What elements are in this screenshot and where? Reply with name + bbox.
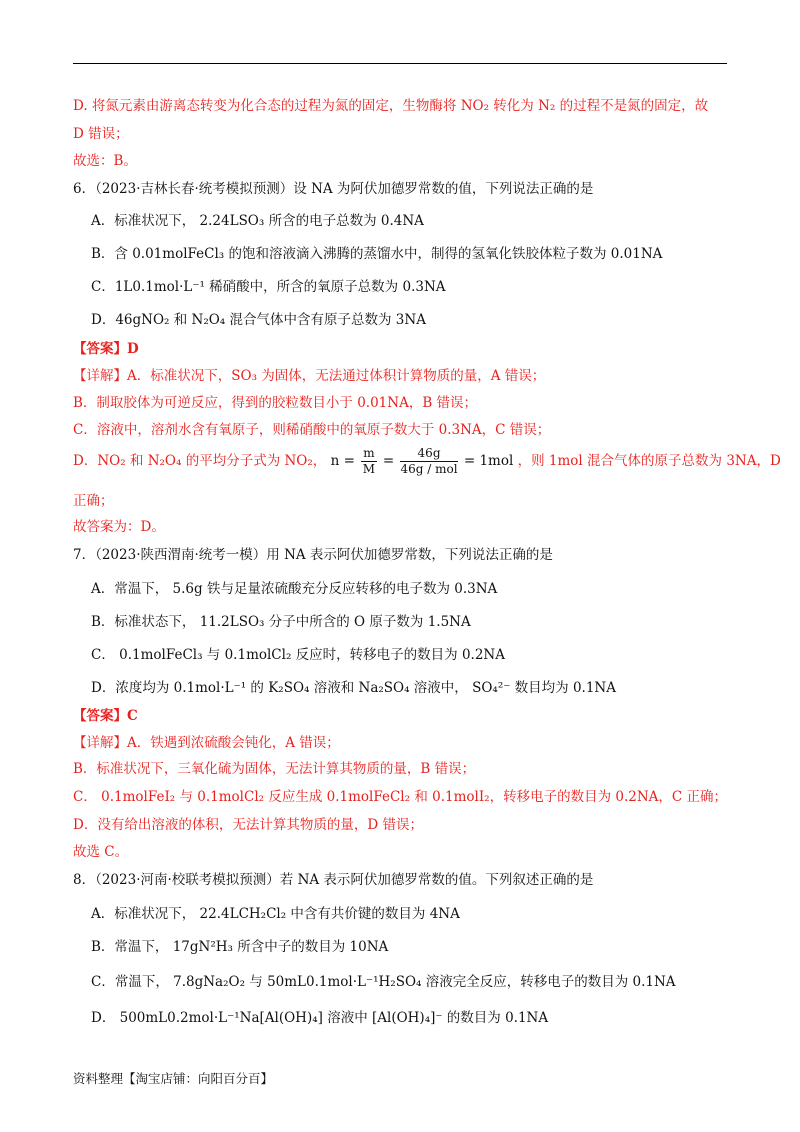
q6-analysis-a: 【详解】A．标准状况下，SO₃ 为固体，无法通过体积计算物质的量，A 错误； [73, 368, 546, 384]
q6-option-b: B．含 0.01molFeCl₃ 的饱和溶液滴入沸腾的蒸馏水中，制得的氢氧化铁胶体粒子数为 0.01NA [91, 246, 663, 262]
q7-answer: 【答案】C [73, 708, 138, 724]
q6-option-d: D．46gNO₂ 和 N₂O₄ 混合气体中含有原子总数为 3NA [91, 312, 426, 328]
q7-option-d: D．浓度均为 0.1mol·L⁻¹ 的 K₂SO₄ 溶液和 Na₂SO₄ 溶液中， SO₄²⁻ 数目均为 0.1NA [91, 680, 616, 696]
q6-analysis-c: C．溶液中，溶剂水含有氧原子，则稀硝酸中的氧原子数大于 0.3NA，C 错误； [73, 422, 551, 438]
q7-final-answer: 故选 C。 [73, 844, 129, 860]
q7-option-b: B．标准状态下， 11.2LSO₃ 分子中所含的 O 原子数为 1.5NA [91, 614, 471, 630]
q8-option-b: B．常温下， 17gN²H₃ 所含中子的数目为 10NA [91, 939, 389, 955]
q7-analysis-a: 【详解】A．铁遇到浓硫酸会钝化，A 错误； [73, 735, 340, 751]
q6-analysis-d-line2: 正确； [73, 493, 114, 509]
q6-stem: 6．（2023·吉林长春·统考模拟预测）设 NA 为阿伏加德罗常数的值，下列说法正确的是 [73, 181, 594, 197]
formula-equals: = [382, 453, 395, 469]
prev-final-answer: 故选：B。 [73, 153, 137, 169]
formula-fraction-2: $\frac{46g}{\text{46g / mol}}$ [400, 446, 458, 476]
q6-analysis-d-suffix: ，则 1mol 混合气体的原子总数为 3NA，D [517, 453, 781, 469]
formula-lhs: n = [330, 453, 355, 469]
q6-option-a: A．标准状况下， 2.24LSO₃ 所含的电子总数为 0.4NA [91, 213, 424, 229]
prev-analysis-d-line1: D. 将氮元素由游离态转变为化合态的过程为氮的固定，生物酶将 NO₂ 转化为 N₂ 的过程不是氮的固定，故 [73, 98, 709, 114]
q8-stem: 8．（2023·河南·校联考模拟预测）若 NA 表示阿伏加德罗常数的值。下列叙述正确的是 [73, 872, 594, 888]
q7-analysis-b: B．标准状况下，三氧化硫为固体，无法计算其物质的量，B 错误； [73, 761, 476, 777]
q8-option-d: D． 500mL0.2mol·L⁻¹Na[Al(OH)₄] 溶液中 [Al(OH)₄]⁻ 的数目为 0.1NA [91, 1010, 549, 1026]
q6-answer: 【答案】D [73, 341, 139, 357]
q7-analysis-c: C． 0.1molFeI₂ 与 0.1molCl₂ 反应生成 0.1molFeCl₂ 和 0.1molI₂，转移电子的数目为 0.2NA，C 正确； [73, 789, 728, 805]
q6-analysis-d-prefix: D．NO₂ 和 N₂O₄ 的平均分子式为 NO₂， [73, 453, 327, 469]
formula-rhs: = 1mol [463, 453, 514, 469]
q6-analysis-d [73, 444, 781, 478]
q6-analysis-b: B．制取胶体为可逆反应，得到的胶粒数目小于 0.01NA，B 错误； [73, 395, 478, 411]
q8-option-c: C．常温下， 7.8gNa₂O₂ 与 50mL0.1mol·L⁻¹H₂SO₄ 溶液完全反应，转移电子的数目为 0.1NA [91, 974, 676, 990]
q6-formula [330, 446, 518, 476]
q8-option-a: A．标准状况下， 22.4LCH₂Cl₂ 中含有共价键的数目为 4NA [91, 906, 460, 922]
q7-option-a: A．常温下， 5.6g 铁与足量浓硫酸充分反应转移的电子数为 0.3NA [91, 581, 498, 597]
header-rule [73, 63, 727, 64]
q7-analysis-d: D．没有给出溶液的体积，无法计算其物质的量，D 错误； [73, 817, 423, 833]
formula-fraction-1: $\frac{m}{M}$ [362, 446, 376, 476]
page-footer: 资料整理【淘宝店铺：向阳百分百】 [73, 1071, 274, 1086]
q6-final-answer: 故答案为：D。 [73, 519, 165, 535]
q7-stem: 7．（2023·陕西渭南·统考一模）用 NA 表示阿伏加德罗常数，下列说法正确的是 [73, 547, 553, 563]
q6-option-c: C．1L0.1mol·L⁻¹ 稀硝酸中，所含的氧原子总数为 0.3NA [91, 279, 446, 295]
q7-option-c: C． 0.1molFeCl₃ 与 0.1molCl₂ 反应时，转移电子的数目为 0.2NA [91, 647, 505, 663]
prev-analysis-d-line2: D 错误； [73, 126, 129, 142]
